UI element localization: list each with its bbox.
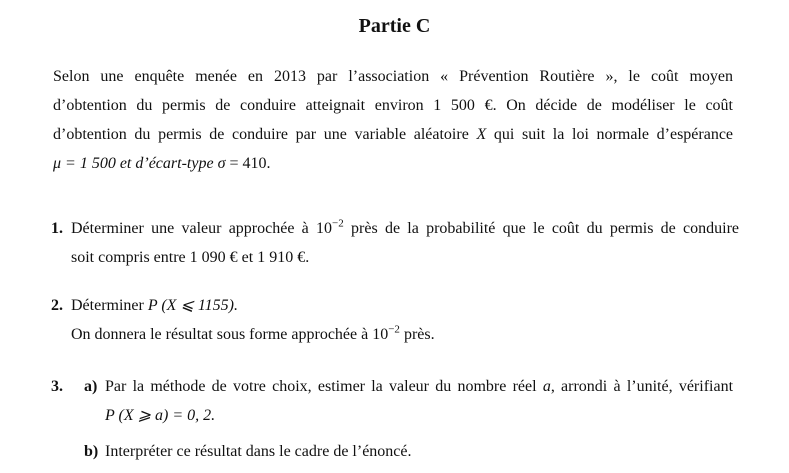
question-1-line-2: soit compris entre 1 090 € et 1 910 €. [71,249,310,266]
question-2-line-2-start: On donnera le résultat sous forme approchée à 10 [71,326,389,343]
section-title: Partie C [358,15,431,37]
question-1-number: 1. [51,220,63,237]
question-3a-line-2: P (X ⩾ a) = 0, 2. [105,407,216,424]
question-1-line-1 [71,214,739,243]
question-2-line-2-end: près. [403,326,435,343]
question-2-line-2 [71,320,435,349]
question-2-exponent: −2 [388,323,400,336]
intro-line-4 [53,149,733,178]
question-3a-line-1-start: Par la méthode de votre choix, estimer la valeur du nombre réel [105,378,537,395]
intro-paragraph [53,62,733,178]
intro-line-3-end: qui suit la loi normale d’espérance [493,126,734,143]
question-3a-label: a) [84,378,98,395]
question-3b-label: b) [84,443,99,460]
question-2-number: 2. [51,297,63,314]
intro-line-3-start: d’obtention du permis de conduire par une variable aléatoire [53,126,469,143]
question-1-line-1-start: Déterminer une valeur approchée à 10 [71,220,333,237]
question-3a-body [105,372,733,430]
question-3b-text: Interpréter ce résultat dans le cadre de l’énoncé. [105,443,412,460]
question-1-exponent: −2 [332,217,344,230]
random-variable-x: X [476,126,487,143]
question-1-body [71,214,739,272]
question-2-line-1 [71,291,435,320]
intro-line-2: d’obtention du permis de conduire atteignait environ 1 500 €. On décide de modéliser le coût [53,97,733,114]
sigma-symbol: σ [217,155,226,172]
intro-line-4-start: μ = 1 500 et d’écart-type [53,155,214,172]
question-3a-line-1-end: , arrondi à l’unité, vérifiant [550,378,734,395]
question-2-body [71,291,435,349]
question-3a-line-1 [105,372,733,401]
real-number-a: a [542,378,551,395]
intro-line-3 [53,120,733,149]
intro-line-1: Selon une enquête menée en 2013 par l’association « Prévention Routière », le coût moyen [53,68,733,85]
question-3-number: 3. [51,378,63,395]
question-2-expression: P (X ⩽ 1155). [147,297,238,314]
question-1-line-1-end: près de la probabilité que le coût du permis de conduire [351,220,740,237]
intro-line-4-end: = 410. [229,155,271,172]
question-2-line-1-start: Déterminer [71,297,144,314]
